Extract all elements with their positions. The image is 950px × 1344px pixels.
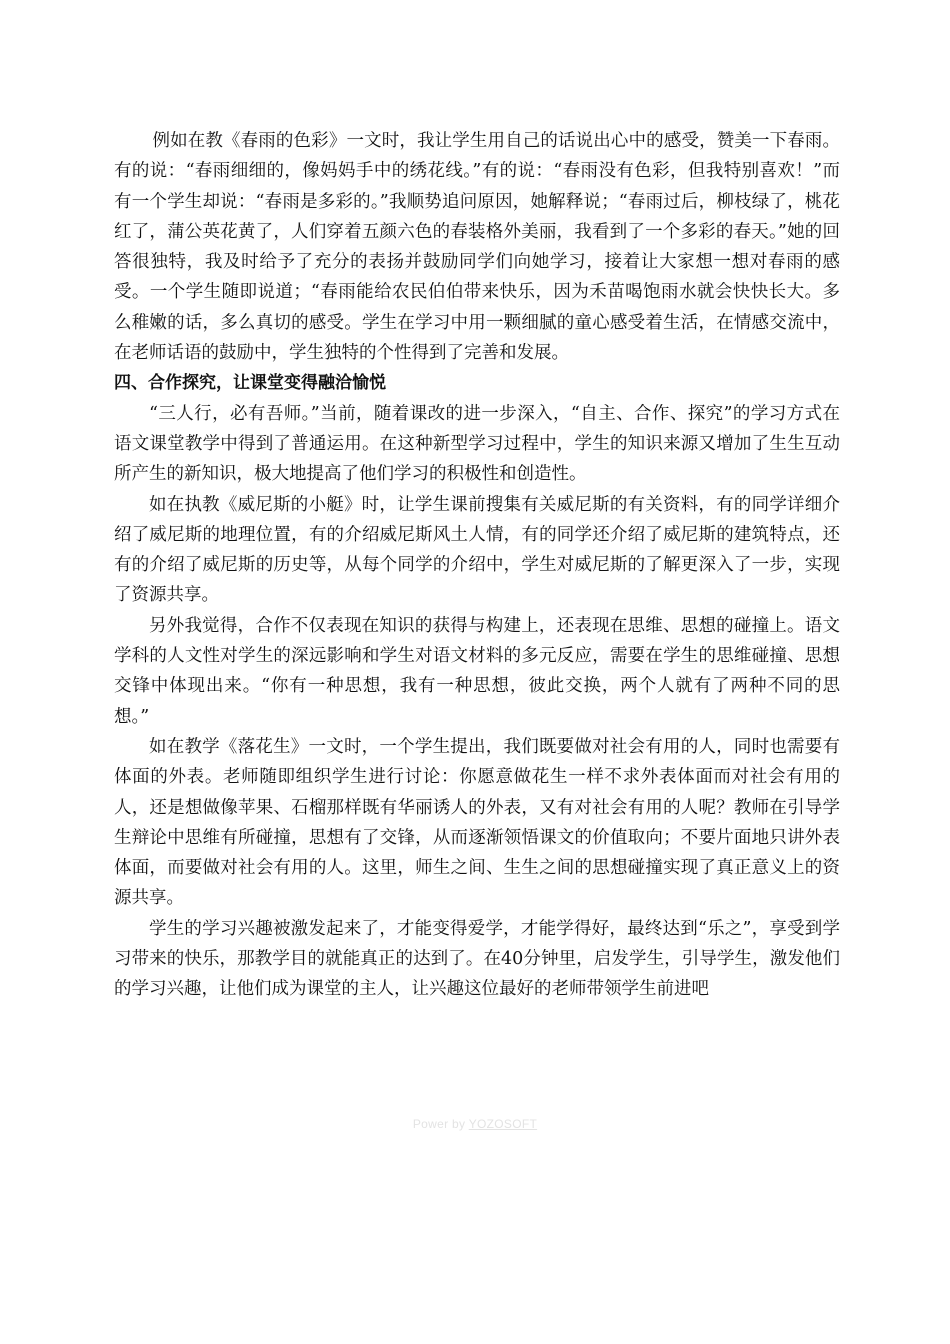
- paragraph-learning-interest: 学生的学习兴趣被激发起来了，才能变得爱学，才能学得好，最终达到“乐之”，享受到学习带来的快乐，那教学目的就能真正的达到了。在40分钟里，启发学生，引导学生，激发他们的学习兴趣，让他们成为课堂的主人，让兴趣这位最好的老师带领学生前进吧: [114, 918, 840, 1000]
- document-body: [114, 126, 840, 1005]
- paragraph-three-people: “三人行，必有吾师。”当前，随着课改的进一步深入，“自主、合作、探究”的学习方式在语文课堂教学中得到了普通运用。在这种新型学习过程中，学生的知识来源又增加了生生互动所产生的新知识，极大地提高了他们学习的积极性和创造性。: [114, 403, 840, 485]
- section-heading-cooperation: 四、合作探究，让课堂变得融洽愉悦: [114, 373, 386, 394]
- paragraph-peanut-lesson: 如在教学《落花生》一文时，一个学生提出，我们既要做对社会有用的人，同时也需要有体面的外表。老师随即组织学生进行讨论：你愿意做花生一样不求外表体面而对社会有用的人，还是想做像苹果、石榴那样既有华丽诱人的外表，又有对社会有用的人呢？教师在引导学生辩论中思维有所碰撞，思想有了交锋，从而逐渐领悟课文的价值取向；不要片面地只讲外表体面，而要做对社会有用的人。这里，师生之间、生生之间的思想碰撞实现了真正意义上的资源共享。: [114, 736, 840, 909]
- watermark-prefix: Power by: [412, 1117, 469, 1131]
- watermark-footer: [0, 1117, 950, 1131]
- paragraph-thought-collision: 另外我觉得，合作不仅表现在知识的获得与构建上，还表现在思维、思想的碰撞上。语文学科的人文性对学生的深远影响和学生对语文材料的多元反应，需要在学生的思维碰撞、思想交锋中体现出来。“你有一种思想，我有一种思想，彼此交换，两个人就有了两种不同的思想。”: [114, 615, 840, 727]
- watermark-brand-link[interactable]: YOZOSOFT: [468, 1117, 538, 1131]
- paragraph-venice-boat: 如在执教《威尼斯的小艇》时，让学生课前搜集有关威尼斯的有关资料，有的同学详细介绍了威尼斯的地理位置，有的介绍威尼斯风土人情，有的同学还介绍了威尼斯的建筑特点，还有的介绍了威尼斯的历史等，从每个同学的介绍中，学生对威尼斯的了解更深入了一步，实现了资源共享。: [114, 494, 840, 606]
- paragraph-spring-rain: 例如在教《春雨的色彩》一文时，我让学生用自己的话说出心中的感受，赞美一下春雨。有的说：“春雨细细的，像妈妈手中的绣花线。”有的说：“春雨没有色彩，但我特别喜欢！”而有一个学生却说：“春雨是多彩的。”我顺势追问原因，她解释说；“春雨过后，柳枝绿了，桃花红了，蒲公英花黄了，人们穿着五颜六色的春装格外美丽，我看到了一个多彩的春天。”她的回答很独特，我及时给予了充分的表扬并鼓励同学们向她学习，接着让大家想一想对春雨的感受。一个学生随即说道；“春雨能给农民伯伯带来快乐，因为禾苗喝饱雨水就会快快长大。多么稚嫩的话，多么真切的感受。学生在学习中用一颗细腻的童心感受着生活，在情感交流中，在老师话语的鼓励中，学生独特的个性得到了完善和发展。: [114, 131, 840, 364]
